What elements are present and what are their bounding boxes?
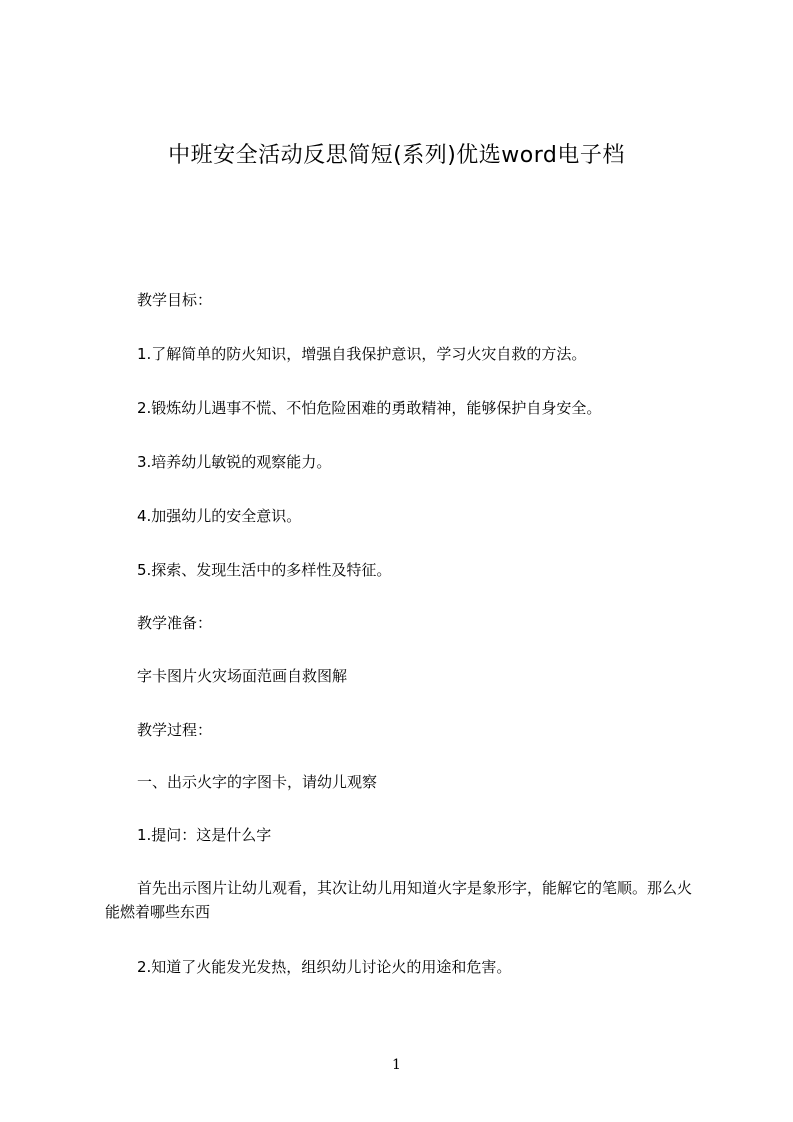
section-heading-process: 教学过程： — [137, 721, 213, 739]
process-step-1-heading: 一、出示火字的字图卡，请幼儿观察 — [137, 773, 378, 791]
objective-item-5: 5.探索、发现生活中的多样性及特征。 — [137, 561, 392, 579]
section-heading-objectives: 教学目标： — [137, 291, 213, 309]
objective-item-4: 4.加强幼儿的安全意识。 — [137, 507, 302, 525]
objective-item-1: 1.了解简单的防火知识，增强自我保护意识，学习火灾自救的方法。 — [137, 345, 587, 363]
document-title: 中班安全活动反思简短(系列)优选word电子档 — [168, 143, 625, 168]
objective-item-3: 3.培养幼儿敏锐的观察能力。 — [137, 453, 332, 471]
preparation-materials: 字卡图片火灾场面范画自救图解 — [137, 667, 348, 685]
process-description: 首先出示图片让幼儿观看，其次让幼儿用知道火字是象形字，能解它的笔顺。那么火能燃着哪些东西 — [105, 879, 693, 921]
process-question-2: 2.知道了火能发光发热，组织幼儿讨论火的用途和危害。 — [137, 958, 512, 976]
objective-item-2: 2.锻炼幼儿遇事不慌、不怕危险困难的勇敢精神，能够保护自身安全。 — [137, 399, 602, 417]
section-heading-preparation: 教学准备： — [137, 614, 213, 632]
process-question-1: 1.提问：这是什么字 — [137, 826, 272, 844]
page-number: 1 — [392, 1057, 401, 1073]
